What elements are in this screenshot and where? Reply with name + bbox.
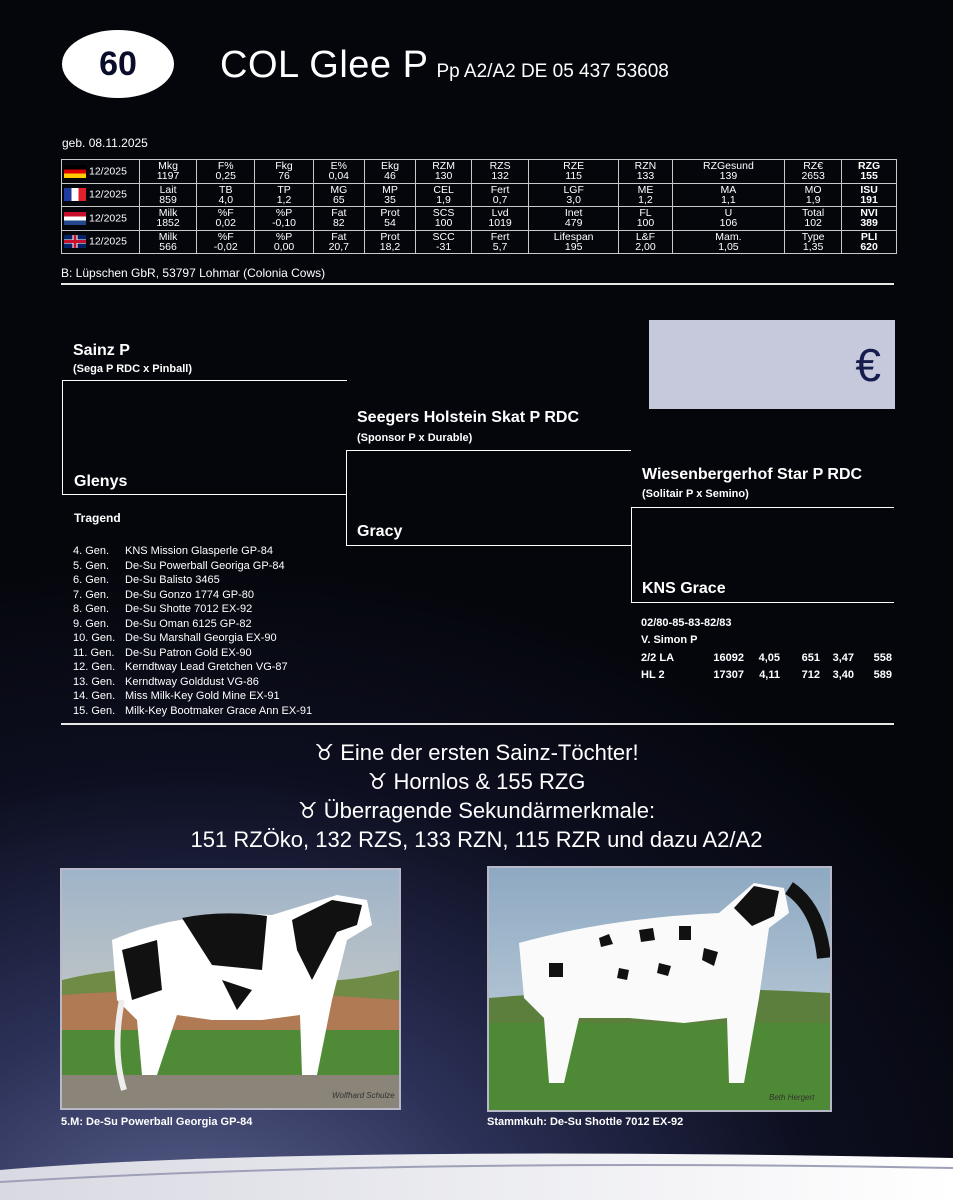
- generation-label: 15. Gen.: [73, 704, 116, 717]
- generation-label: 7. Gen.: [73, 588, 110, 601]
- index-label: %P: [275, 207, 293, 220]
- index-value: 100: [434, 217, 453, 230]
- index-cell: [255, 183, 313, 207]
- index-cell: [672, 160, 784, 184]
- pedigree-line: [62, 494, 347, 495]
- index-row: [62, 183, 897, 207]
- generation-label: 11. Gen.: [73, 646, 115, 659]
- index-value: 620: [860, 240, 878, 253]
- index-value: 2,00: [635, 240, 656, 253]
- index-value: 4,0: [218, 193, 234, 206]
- index-cell: [619, 230, 673, 254]
- generation-label: 12. Gen.: [73, 661, 116, 673]
- index-cell: [416, 230, 472, 254]
- generation-name: Kerndtway Lead Gretchen VG-87: [125, 661, 288, 673]
- index-date: 12/2025: [89, 212, 127, 225]
- index-label: Lait: [159, 183, 177, 196]
- index-cell: [842, 207, 897, 231]
- euro-icon: €: [855, 338, 881, 391]
- index-value: -31: [435, 240, 452, 253]
- cow-photo-shottle: [487, 866, 832, 1112]
- index-value: -0,02: [213, 240, 238, 253]
- photo-signature: Wolfhard Schulze: [332, 1091, 395, 1100]
- pedigree-line: [631, 602, 894, 603]
- photo-caption: Stammkuh: De-Su Shottle 7012 EX-92: [487, 1116, 684, 1128]
- index-label: SCS: [432, 207, 455, 220]
- photo-caption: 5.M: De-Su Powerball Georgia GP-84: [61, 1116, 253, 1128]
- index-cell: [785, 230, 842, 254]
- highlight-line: ♉︎ Überragende Sekundärmerkmale:: [297, 798, 656, 823]
- generation-name: Miss Milk-Key Gold Mine EX-91: [125, 690, 280, 702]
- nl-flag-icon: [64, 212, 86, 225]
- index-country-cell: [62, 183, 140, 207]
- index-value: 859: [159, 193, 177, 206]
- generation-item: [73, 631, 312, 646]
- index-cell: [416, 183, 472, 207]
- mmgd-name: KNS Grace: [642, 580, 726, 597]
- index-label: LGF: [563, 183, 584, 196]
- generation-label: 5. Gen.: [73, 559, 110, 572]
- index-cell: [529, 160, 619, 184]
- index-cell: [364, 183, 415, 207]
- lactation-value: 712: [801, 669, 820, 681]
- highlight-line: ♉︎ Eine der ersten Sainz-Töchter!: [314, 740, 639, 765]
- index-value: 389: [860, 217, 878, 230]
- index-cell: [197, 230, 255, 254]
- index-value: 130: [434, 170, 453, 183]
- index-cell: [842, 160, 897, 184]
- lactation-row: [641, 667, 892, 684]
- divider: [61, 723, 894, 725]
- lactation-value: HL 2: [641, 669, 665, 681]
- pedigree-line: [631, 507, 894, 508]
- generation-name: De-Su Shotte 7012 EX-92: [125, 603, 253, 615]
- index-value: 1,9: [805, 193, 821, 206]
- index-value: 35: [384, 193, 396, 206]
- pedigree-line: [62, 380, 347, 381]
- index-value: 20,7: [328, 240, 349, 253]
- index-label: Mam.: [715, 230, 742, 243]
- index-label: RZE: [563, 160, 585, 173]
- index-cell: [313, 183, 364, 207]
- cow-head-icon: ♉︎: [314, 740, 341, 765]
- index-cell: [529, 230, 619, 254]
- index-cell: [313, 160, 364, 184]
- index-label: Fat: [331, 207, 347, 220]
- index-value: 0,25: [215, 170, 236, 183]
- index-value: 54: [384, 217, 396, 230]
- index-cell: [197, 183, 255, 207]
- index-value: 1,2: [638, 193, 653, 206]
- generation-label: 6. Gen.: [73, 574, 110, 586]
- dam-status: Tragend: [74, 511, 121, 525]
- photo-signature: Beth Hergert: [769, 1093, 815, 1102]
- index-value: 1,35: [802, 240, 824, 253]
- generation-item: [73, 588, 312, 603]
- index-value: 102: [804, 217, 822, 230]
- generation-name: De-Su Balisto 3465: [125, 574, 220, 586]
- index-label: Fat: [331, 230, 347, 243]
- pedigree-line: [62, 380, 63, 495]
- index-cell: [529, 207, 619, 231]
- generation-item: [73, 617, 312, 632]
- grace-classification: 02/80-85-83-82/83: [641, 617, 732, 629]
- index-label: Ekg: [380, 160, 400, 173]
- index-value: 65: [332, 193, 345, 206]
- index-label: Fert: [490, 230, 510, 243]
- index-country-cell: [62, 207, 140, 231]
- index-value: 46: [384, 170, 396, 183]
- mmgs-parents: (Solitair P x Semino): [642, 488, 749, 500]
- index-value: 1197: [156, 170, 180, 183]
- generation-label: 8. Gen.: [73, 603, 110, 615]
- index-cell: [672, 183, 784, 207]
- generation-label: 4. Gen.: [73, 545, 110, 557]
- index-label: PLI: [860, 230, 878, 243]
- index-label: RZS: [489, 160, 511, 173]
- index-cell: [140, 183, 197, 207]
- index-label: L&F: [635, 230, 656, 243]
- index-value: 106: [719, 217, 738, 230]
- index-label: Lifespan: [553, 230, 594, 243]
- index-cell: [785, 207, 842, 231]
- index-label: %F: [217, 230, 234, 243]
- index-cell: [529, 183, 619, 207]
- generation-label: 9. Gen.: [73, 617, 110, 630]
- generation-item: [73, 646, 312, 661]
- index-label: RZGesund: [703, 160, 754, 173]
- index-value: 0,04: [328, 170, 349, 183]
- mmgs-name: Wiesenbergerhof Star P RDC: [642, 466, 863, 483]
- index-label: RZM: [432, 160, 455, 173]
- cow-head-icon: ♉︎: [297, 798, 324, 823]
- index-cell: [472, 207, 529, 231]
- gb-flag-icon: [64, 235, 86, 248]
- index-value: 115: [565, 170, 583, 183]
- index-cell: [140, 207, 197, 231]
- index-label: E%: [330, 160, 347, 173]
- decorative-swoosh: [0, 1140, 953, 1200]
- index-cell: [255, 230, 313, 254]
- index-label: ISU: [860, 183, 878, 196]
- grace-sire: V. Simon P: [641, 634, 698, 646]
- index-cell: [364, 230, 415, 254]
- animal-name: COL Glee P: [220, 44, 429, 86]
- pedigree-line: [631, 507, 632, 603]
- lactation-value: 2/2 LA: [641, 652, 675, 664]
- index-value: 1,05: [718, 240, 739, 253]
- index-value: 1852: [156, 217, 180, 230]
- index-cell: [364, 160, 415, 184]
- index-label: MG: [330, 183, 348, 196]
- index-label: Type: [801, 230, 825, 243]
- index-value: 132: [491, 170, 509, 183]
- divider: [61, 283, 894, 285]
- pedigree-line: [346, 450, 631, 451]
- index-label: TB: [219, 183, 233, 196]
- index-cell: [672, 207, 784, 231]
- animal-codes: Pp A2/A2 DE 05 437 53608: [436, 61, 669, 82]
- mgs-parents: (Sponsor P x Durable): [357, 432, 473, 444]
- index-cell: [785, 183, 842, 207]
- index-value: 155: [860, 170, 878, 183]
- generation-name: De-Su Marshall Georgia EX-90: [125, 632, 277, 644]
- index-label: NVI: [860, 207, 878, 220]
- index-cell: [785, 160, 842, 184]
- index-label: F%: [217, 160, 234, 173]
- pedigree-line: [346, 450, 347, 546]
- index-label: Prot: [380, 230, 400, 243]
- index-value: 100: [636, 217, 655, 230]
- highlight-line: ♉︎ Hornlos & 155 RZG: [367, 769, 586, 794]
- index-cell: [197, 160, 255, 184]
- index-label: ME: [637, 183, 654, 196]
- index-label: %P: [275, 230, 293, 243]
- lactation-value: 558: [873, 652, 892, 664]
- index-cell: [672, 230, 784, 254]
- index-value: 0,02: [215, 217, 236, 230]
- lot-number: 60: [99, 44, 137, 83]
- generation-label: 10. Gen.: [73, 632, 116, 644]
- generation-name: KNS Mission Glasperle GP-84: [125, 545, 273, 557]
- index-value: 18,2: [379, 240, 401, 253]
- index-label: Milk: [158, 230, 178, 243]
- index-label: Lvd: [491, 207, 509, 220]
- index-cell: [416, 160, 472, 184]
- de-flag-icon: [64, 165, 86, 178]
- mgd-name: Gracy: [357, 523, 403, 540]
- index-cell: [313, 230, 364, 254]
- lactation-value: 3,40: [832, 669, 854, 681]
- index-value: 3,0: [566, 193, 581, 206]
- index-value: 5,7: [492, 240, 508, 253]
- index-label: CEL: [433, 183, 454, 196]
- sire-parents: (Sega P RDC x Pinball): [73, 363, 192, 375]
- index-row: [62, 160, 897, 184]
- lactation-value: 16092: [713, 652, 744, 664]
- index-cell: [140, 160, 197, 184]
- index-value: 82: [332, 217, 345, 230]
- index-value: 76: [278, 170, 290, 183]
- index-value: 1019: [488, 217, 512, 230]
- lactation-value: 4,11: [759, 669, 780, 681]
- animal-title: [220, 44, 669, 87]
- index-label: Fert: [490, 183, 510, 196]
- index-country-cell: [62, 160, 140, 184]
- index-value: 0,7: [492, 193, 508, 206]
- pedigree-line: [346, 545, 631, 546]
- index-value: -0,10: [272, 217, 296, 230]
- euro-box: [649, 320, 895, 409]
- index-cell: [472, 160, 529, 184]
- index-label: Prot: [380, 207, 400, 220]
- index-label: Total: [802, 207, 825, 220]
- index-value: 191: [860, 193, 878, 206]
- generation-label: 14. Gen.: [73, 690, 116, 702]
- index-label: %F: [217, 207, 234, 220]
- generation-item: [73, 602, 312, 617]
- generation-item: [73, 573, 312, 588]
- index-label: MP: [382, 183, 398, 196]
- fr-flag-icon: [64, 188, 86, 201]
- index-cell: [842, 230, 897, 254]
- generation-item: [73, 544, 312, 559]
- index-label: TP: [277, 183, 291, 196]
- index-cell: [619, 160, 673, 184]
- mgs-name: Seegers Holstein Skat P RDC: [357, 409, 580, 426]
- cow-photo-georgia: [60, 868, 401, 1110]
- index-label: RZN: [634, 160, 657, 173]
- generation-name: De-Su Gonzo 1774 GP-80: [125, 588, 255, 601]
- index-value: 133: [636, 170, 655, 183]
- breeder-line: B: Lüpschen GbR, 53797 Lohmar (Colonia Cows): [61, 266, 326, 280]
- index-label: Mkg: [158, 160, 178, 173]
- index-date: 12/2025: [89, 188, 127, 201]
- grace-lactations: [641, 650, 892, 684]
- index-label: MO: [804, 183, 822, 196]
- index-label: RZ€: [803, 160, 824, 173]
- lactation-value: 589: [873, 669, 892, 681]
- index-date: 12/2025: [89, 165, 127, 178]
- index-value: 2653: [801, 170, 825, 183]
- index-value: 1,2: [276, 193, 292, 206]
- index-cell: [140, 230, 197, 254]
- index-row: [62, 207, 897, 231]
- index-cell: [472, 230, 529, 254]
- lactation-row: [641, 650, 892, 667]
- generation-item: [73, 689, 312, 704]
- index-value: 195: [564, 240, 583, 253]
- lactation-value: 651: [801, 652, 820, 664]
- index-value: 566: [159, 240, 177, 253]
- index-country-cell: [62, 230, 140, 254]
- lactation-value: 4,05: [758, 652, 780, 664]
- index-value: 479: [564, 217, 583, 230]
- index-cell: [255, 160, 313, 184]
- generation-item: [73, 660, 312, 675]
- generation-name: Kerndtway Golddust VG-86: [125, 675, 259, 688]
- index-date: 12/2025: [89, 235, 127, 248]
- generation-name: De-Su Powerball Georiga GP-84: [125, 559, 285, 572]
- index-cell: [842, 183, 897, 207]
- index-value: 139: [719, 170, 738, 183]
- index-value: 0,00: [273, 240, 295, 253]
- cow-head-icon: ♉︎: [367, 769, 394, 794]
- index-cell: [619, 183, 673, 207]
- highlight-line: 151 RZÖko, 132 RZS, 133 RZN, 115 RZR und dazu A2/A2: [190, 827, 763, 852]
- index-label: RZG: [858, 160, 881, 173]
- index-label: FL: [639, 207, 652, 220]
- index-cell: [197, 207, 255, 231]
- index-label: Milk: [158, 207, 178, 220]
- generation-item: [73, 675, 312, 690]
- generation-label: 13. Gen.: [73, 675, 116, 688]
- index-cell: [619, 207, 673, 231]
- index-label: U: [724, 207, 733, 220]
- index-value: 1,1: [721, 193, 736, 206]
- lactation-value: 17307: [713, 669, 744, 681]
- index-cell: [416, 207, 472, 231]
- generation-item: [73, 704, 312, 719]
- breeding-index-table: [61, 159, 897, 254]
- index-label: MA: [720, 183, 737, 196]
- generation-name: Milk-Key Bootmaker Grace Ann EX-91: [125, 704, 313, 717]
- generation-item: [73, 559, 312, 574]
- lactation-value: 3,47: [832, 652, 854, 664]
- index-label: SCC: [432, 230, 455, 243]
- generation-name: De-Su Oman 6125 GP-82: [125, 617, 252, 630]
- index-label: Fkg: [275, 160, 293, 173]
- index-row: [62, 230, 897, 254]
- index-cell: [313, 207, 364, 231]
- birth-date: geb. 08.11.2025: [62, 136, 148, 150]
- sire-name: Sainz P: [73, 342, 130, 359]
- lot-number-badge: [62, 30, 174, 98]
- generation-name: De-Su Patron Gold EX-90: [125, 646, 252, 659]
- dam-name: Glenys: [74, 473, 128, 490]
- generations-list: [73, 544, 312, 718]
- index-value: 1,9: [436, 193, 451, 206]
- index-cell: [472, 183, 529, 207]
- index-label: Inet: [564, 207, 583, 220]
- index-cell: [255, 207, 313, 231]
- index-cell: [364, 207, 415, 231]
